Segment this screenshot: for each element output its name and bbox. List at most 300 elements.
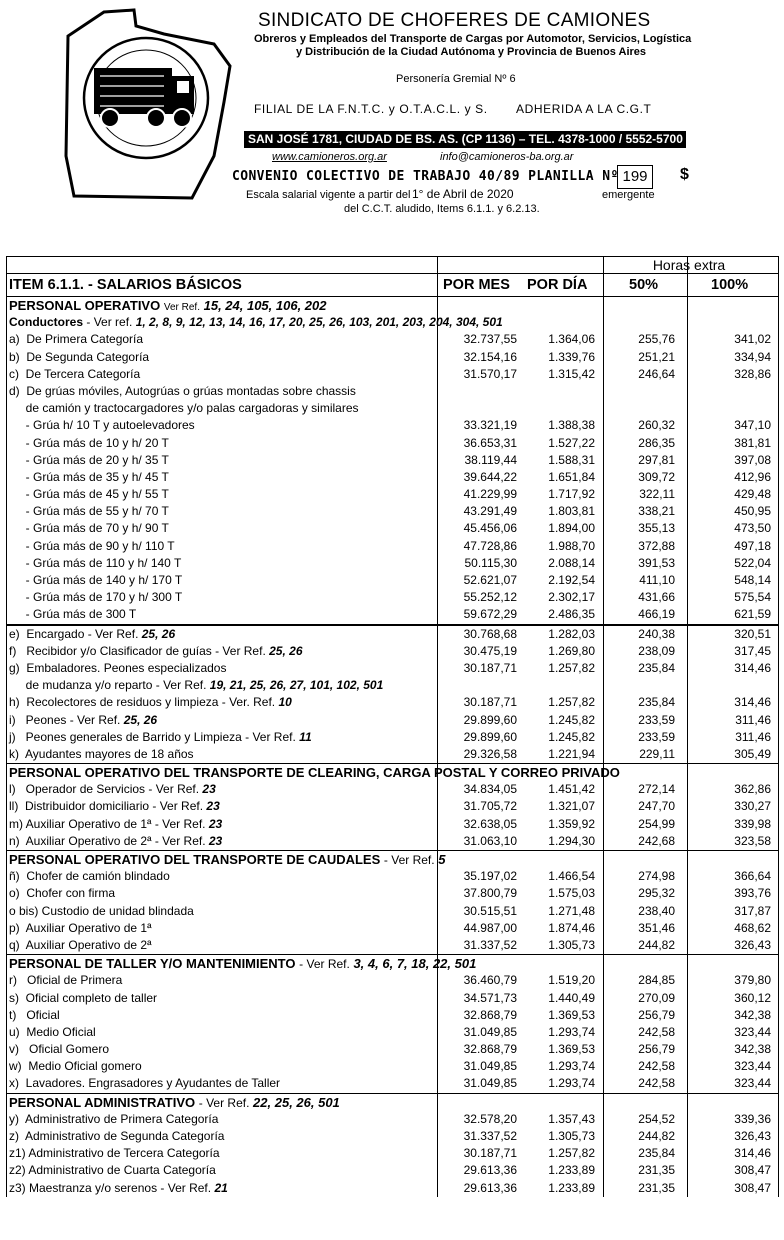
section-heading: [7, 1093, 778, 1111]
value-horas-50: 338,21: [638, 504, 675, 519]
table-row: [7, 349, 778, 366]
row-label-text: - Grúa más de 35 y h/ 45 T: [9, 469, 169, 484]
value-horas-100: 339,98: [734, 816, 771, 831]
value-horas-50: 244,82: [638, 1129, 675, 1143]
row-label-text: - Grúa más de 20 y h/ 35 T: [9, 452, 169, 467]
value-por-mes: 31.570,17: [463, 366, 517, 381]
row-label: [9, 314, 503, 331]
value-por-dia: 1.233,89: [548, 1163, 595, 1178]
row-label-text: - Grúa h/ 10 T y autoelevadores: [9, 418, 195, 433]
row-label-text: - Grúa más de 10 y h/ 20 T: [9, 435, 169, 450]
reference-numbers: 23: [208, 833, 223, 848]
value-horas-50: 295,32: [638, 886, 675, 901]
value-horas-50: 231,35: [638, 1163, 675, 1178]
table-row: [7, 1111, 778, 1128]
reference-numbers: 25, 26: [123, 712, 158, 727]
table-row: [7, 868, 778, 885]
reference-prefix: - Ver Ref.: [383, 853, 435, 867]
col-header-mes: POR MES: [443, 277, 510, 293]
row-label-text: - Grúa más de 300 T: [9, 607, 137, 622]
value-por-dia: 1.894,00: [548, 521, 595, 536]
table-body: [7, 297, 778, 1197]
table-row: [7, 383, 778, 400]
union-subtitle-1: Obreros y Empleados del Transporte de Cargas por Automotor, Servicios, Logística: [254, 33, 692, 45]
salary-table: [6, 256, 779, 1197]
row-label-text: x) Lavadores. Engrasadores y Ayudantes de Taller: [9, 1076, 281, 1091]
value-horas-50: 391,53: [638, 555, 675, 570]
row-label: [9, 729, 312, 746]
value-por-dia: 1.305,73: [548, 937, 595, 952]
value-por-dia: 1.282,03: [548, 626, 595, 641]
row-label: [9, 955, 476, 973]
value-horas-50: 351,46: [638, 920, 675, 935]
value-por-mes: 30.475,19: [463, 643, 517, 658]
table-row: [7, 1145, 778, 1162]
table-row: [7, 746, 778, 763]
table-row: [7, 555, 778, 572]
table-row: [7, 816, 778, 833]
value-horas-50: 255,76: [638, 332, 675, 347]
row-label: [9, 383, 356, 400]
row-label-text: a) De Primera Categoría: [9, 332, 144, 347]
value-por-mes: 36.653,31: [463, 435, 517, 450]
row-label-text: c) De Tercera Categoría: [9, 366, 141, 381]
row-label-text: w) Medio Oficial gomero: [9, 1059, 142, 1074]
value-horas-100: 381,81: [734, 435, 771, 450]
value-por-dia: 1.233,89: [548, 1180, 595, 1195]
table-row: [7, 903, 778, 920]
reference-prefix: - Ver Ref.: [198, 1095, 250, 1110]
table-row: [7, 503, 778, 520]
union-logo-icon: [64, 6, 234, 202]
value-por-mes: 50.115,30: [464, 555, 517, 570]
row-label: [9, 1128, 224, 1145]
table-row: [7, 798, 778, 815]
value-horas-100: 323,44: [734, 1024, 771, 1039]
row-label: [9, 417, 195, 434]
document-header: [0, 0, 784, 240]
section-heading: [7, 954, 778, 972]
row-label-text: PERSONAL OPERATIVO DEL TRANSPORTE DE CAUDALES: [9, 852, 381, 867]
value-por-dia: 1.221,94: [548, 746, 595, 761]
value-por-dia: 1.651,84: [548, 469, 595, 484]
reference-numbers: 25, 26: [269, 643, 303, 658]
row-label: [9, 972, 122, 989]
row-label-text: s) Oficial completo de taller: [9, 990, 158, 1005]
value-horas-50: 254,99: [638, 816, 675, 831]
row-label: [9, 331, 143, 348]
value-horas-50: 411,10: [639, 573, 675, 587]
reference-numbers: 22, 25, 26, 501: [253, 1094, 340, 1110]
row-label-text: z2) Administrativo de Cuarta Categoría: [9, 1163, 216, 1178]
value-horas-100: 326,43: [734, 1129, 771, 1143]
value-horas-100: 328,86: [734, 366, 771, 381]
table-row: [7, 885, 778, 902]
escala-prefix: Escala salarial vigente a partir del: [246, 189, 411, 201]
value-por-mes: 30.768,68: [463, 626, 517, 641]
row-label-text: - Grúa más de 140 y h/ 170 T: [9, 573, 183, 587]
table-row: [7, 1058, 778, 1075]
value-horas-100: 320,51: [734, 626, 771, 641]
value-horas-50: 238,09: [638, 643, 675, 658]
value-por-mes: 34.834,05: [463, 782, 517, 797]
personeria-gremial: Personería Gremial Nº 6: [396, 73, 516, 85]
value-por-mes: 31.337,52: [463, 1129, 517, 1143]
value-por-dia: 1.257,82: [548, 695, 595, 710]
row-label-text: r) Oficial de Primera: [9, 973, 123, 988]
row-label-text: z) Administrativo de Segunda Categoría: [9, 1129, 225, 1143]
row-label-text: de mudanza y/o reparto - Ver Ref.: [9, 678, 207, 693]
value-horas-50: 242,58: [638, 1076, 675, 1091]
row-label: [9, 903, 194, 920]
value-horas-50: 256,79: [638, 1042, 675, 1057]
value-horas-50: 322,11: [639, 487, 675, 502]
reference-numbers: 21: [214, 1180, 228, 1195]
value-por-mes: 31.063,10: [463, 833, 517, 848]
union-title: SINDICATO DE CHOFERES DE CAMIONES: [258, 10, 651, 31]
value-horas-100: 342,38: [734, 1007, 771, 1022]
row-label: [9, 694, 292, 711]
value-horas-50: 246,64: [638, 366, 675, 381]
value-por-dia: 1.294,30: [548, 833, 595, 848]
table-header-top: [7, 257, 778, 273]
row-label-text: PERSONAL DE TALLER Y/O MANTENIMIENTO: [9, 956, 296, 972]
value-por-dia: 1.321,07: [548, 799, 595, 814]
value-horas-100: 311,46: [735, 712, 771, 727]
value-horas-50: 233,59: [638, 712, 675, 727]
value-horas-100: 548,14: [734, 573, 771, 587]
value-por-mes: 29.326,58: [463, 746, 517, 761]
row-label-text: - Grúa más de 110 y h/ 140 T: [9, 555, 182, 570]
value-horas-100: 412,96: [734, 469, 771, 484]
table-row: [7, 624, 778, 643]
table-row: [7, 486, 778, 503]
row-label-text: o bis) Custodio de unidad blindada: [9, 903, 194, 918]
value-horas-100: 366,64: [734, 869, 771, 884]
row-label-text: - Grúa más de 90 y h/ 110 T: [9, 538, 175, 553]
value-por-mes: 29.899,60: [463, 712, 517, 727]
reference-numbers: 15, 24, 105, 106, 202: [203, 298, 327, 313]
value-horas-100: 341,02: [734, 332, 771, 347]
value-por-mes: 36.460,79: [463, 973, 517, 988]
row-label-text: PERSONAL OPERATIVO: [9, 298, 161, 313]
value-por-mes: 30.515,51: [463, 903, 517, 918]
row-label: [9, 589, 182, 606]
row-label: [9, 520, 169, 537]
table-row: [7, 606, 778, 623]
value-por-dia: 1.257,82: [548, 660, 595, 675]
horas-extra-header: Horas extra: [652, 257, 726, 273]
value-horas-100: 323,44: [734, 1059, 771, 1074]
row-label: [9, 1007, 60, 1024]
table-row: [7, 781, 778, 798]
row-label: [9, 626, 175, 643]
row-label: [9, 885, 115, 902]
value-horas-50: 355,13: [638, 521, 675, 536]
table-row: [7, 729, 778, 746]
value-horas-50: 238,40: [638, 903, 675, 918]
section-heading: [7, 850, 778, 868]
row-label-text: - Grúa más de 55 y h/ 70 T: [9, 504, 169, 519]
value-horas-100: 347,10: [734, 418, 771, 433]
row-label-text: - Grúa más de 70 y h/ 90 T: [9, 521, 169, 536]
escala-line-2: del C.C.T. aludido, Items 6.1.1. y 6.2.13.: [344, 203, 540, 215]
row-label: [9, 400, 359, 417]
table-row: [7, 937, 778, 954]
table-row: [7, 1180, 778, 1197]
value-por-mes: 34.571,73: [463, 990, 517, 1005]
value-horas-100: 342,38: [734, 1042, 771, 1057]
row-label-text: y) Administrativo de Primera Categoría: [9, 1111, 219, 1126]
value-por-dia: 1.364,06: [548, 332, 595, 347]
row-label-text: PERSONAL OPERATIVO DEL TRANSPORTE DE CLEARING, CARGA POSTAL Y CORREO PRIVADO: [9, 765, 620, 781]
row-label: [9, 833, 222, 850]
value-horas-100: 379,80: [734, 973, 771, 988]
value-por-mes: 52.621,07: [463, 573, 517, 587]
value-por-mes: 30.187,71: [463, 695, 517, 710]
reference-numbers: 5: [438, 852, 446, 867]
value-por-mes: 31.337,52: [463, 937, 517, 952]
reference-numbers: 19, 21, 25, 26, 27, 101, 102, 501: [209, 678, 384, 693]
value-horas-100: 308,47: [734, 1163, 771, 1178]
row-label-text: h) Recolectores de residuos y limpieza - Ver. Ref.: [9, 695, 276, 710]
value-por-mes: 30.187,71: [463, 1146, 517, 1161]
value-por-mes: 32.737,55: [463, 332, 517, 347]
row-label: [9, 851, 445, 869]
reference-numbers: 23: [202, 782, 216, 797]
value-horas-100: 450,95: [734, 504, 771, 519]
reference-numbers: 1, 2, 8, 9, 12, 13, 14, 16, 17, 20, 25, 26, 103, 201, 203, 204, 304, 501: [135, 315, 503, 330]
table-row: [7, 366, 778, 383]
value-por-mes: 30.187,71: [463, 660, 517, 675]
value-por-mes: 43.291,49: [463, 504, 517, 519]
value-horas-100: 311,46: [735, 729, 771, 744]
value-horas-100: 360,12: [734, 990, 771, 1005]
reference-numbers: 23: [206, 799, 220, 814]
value-por-dia: 1.269,80: [548, 643, 595, 658]
row-label-text: - Grúa más de 170 y h/ 300 T: [9, 590, 183, 605]
table-row: [7, 833, 778, 850]
value-horas-50: 270,09: [638, 990, 675, 1005]
value-por-mes: 35.197,02: [463, 869, 517, 884]
value-por-mes: 31.049,85: [463, 1076, 517, 1091]
value-horas-100: 330,27: [734, 799, 771, 814]
row-label: [9, 1075, 280, 1092]
value-horas-50: 256,79: [638, 1007, 675, 1022]
website-link[interactable]: www.camioneros.org.ar: [272, 151, 387, 163]
value-por-dia: 1.575,03: [548, 886, 595, 901]
row-label: [9, 366, 140, 383]
row-label-text: Conductores: [9, 315, 84, 330]
value-por-mes: 32.638,05: [463, 816, 517, 831]
row-label: [9, 764, 620, 781]
row-label-text: f) Recibidor y/o Clasificador de guías - Ver Ref.: [9, 643, 266, 658]
union-subtitle-2: y Distribución de la Ciudad Autónoma y Provincia de Buenos Aires: [296, 46, 647, 58]
table-row: [7, 712, 778, 729]
value-horas-100: 305,49: [734, 746, 771, 761]
row-label: [9, 677, 383, 694]
value-por-mes: 44.987,00: [463, 920, 517, 935]
table-row: [7, 452, 778, 469]
subsection-heading: [7, 314, 778, 331]
row-label-text: - Grúa más de 45 y h/ 55 T: [9, 487, 169, 502]
value-por-dia: 2.088,14: [548, 555, 595, 570]
email-link[interactable]: info@camioneros-ba.org.ar: [440, 151, 574, 163]
value-por-mes: 47.728,86: [463, 538, 517, 553]
value-horas-50: 274,98: [638, 869, 675, 884]
value-horas-100: 497,18: [734, 538, 771, 553]
value-por-dia: 1.359,92: [548, 816, 595, 831]
value-por-dia: 1.245,82: [548, 729, 595, 744]
row-label: [9, 798, 220, 815]
value-por-mes: 31.049,85: [463, 1024, 517, 1039]
value-por-mes: 59.672,29: [463, 607, 517, 622]
row-label: [9, 452, 169, 469]
reference-numbers: 23: [208, 816, 223, 831]
row-label-text: n) Auxiliar Operativo de 2ª - Ver Ref.: [9, 833, 206, 848]
row-label: [9, 1058, 142, 1075]
reference-numbers: 25, 26: [141, 626, 176, 641]
value-horas-50: 235,84: [638, 660, 675, 675]
row-label: [9, 746, 194, 763]
value-por-mes: 55.252,12: [463, 590, 517, 605]
value-horas-50: 235,84: [638, 695, 675, 710]
row-label: [9, 1180, 228, 1197]
value-por-mes: 38.119,44: [464, 452, 517, 467]
value-horas-100: 326,43: [734, 937, 771, 952]
table-row: [7, 694, 778, 711]
value-por-dia: 2.486,35: [548, 607, 595, 622]
value-horas-50: 235,84: [638, 1146, 675, 1161]
row-label-text: k) Ayudantes mayores de 18 años: [9, 746, 194, 761]
reference-prefix: Ver Ref.: [163, 302, 200, 313]
escala-suffix: emergente: [602, 189, 655, 201]
table-row: [7, 1162, 778, 1179]
value-por-mes: 33.321,19: [463, 418, 517, 433]
value-horas-50: 260,32: [638, 418, 675, 433]
value-horas-50: 231,35: [638, 1180, 675, 1195]
table-row: [7, 1128, 778, 1145]
convenio-title: CONVENIO COLECTIVO DE TRABAJO 40/89 PLANILLA Nº: [232, 169, 619, 184]
row-label: [9, 816, 222, 833]
reference-prefix: - Ver ref.: [86, 315, 133, 330]
value-horas-100: 468,62: [734, 920, 771, 935]
table-row: [7, 435, 778, 452]
escala-date: 1° de Abril de 2020: [412, 187, 514, 201]
address-bar: SAN JOSÉ 1781, CIUDAD DE BS. AS. (CP 1136) – TEL. 4378-1000 / 5552-5700: [244, 131, 686, 148]
value-por-mes: 32.578,20: [463, 1111, 517, 1126]
value-horas-100: 339,36: [734, 1111, 771, 1126]
value-por-dia: 1.988,70: [548, 538, 595, 553]
value-horas-100: 317,87: [734, 903, 771, 918]
value-por-dia: 1.369,53: [548, 1007, 595, 1022]
value-por-mes: 29.613,36: [463, 1163, 517, 1178]
row-label-text: z1) Administrativo de Tercera Categoría: [9, 1146, 220, 1161]
currency-symbol: $: [680, 166, 689, 183]
table-row: [7, 331, 778, 348]
value-por-dia: 2.302,17: [548, 590, 595, 605]
value-por-dia: 2.192,54: [548, 573, 595, 587]
value-por-mes: 45.456,06: [463, 521, 517, 536]
row-label: [9, 503, 169, 520]
filial-text: FILIAL DE LA F.N.T.C. y O.T.A.C.L. y S.: [254, 102, 488, 116]
value-por-mes: 29.613,36: [463, 1180, 517, 1195]
value-horas-100: 522,04: [734, 555, 771, 570]
col-header-50: 50%: [629, 277, 659, 293]
row-label: [9, 1094, 340, 1112]
row-label-text: PERSONAL ADMINISTRATIVO: [9, 1094, 196, 1110]
row-label: [9, 1024, 96, 1041]
col-header-dia: POR DÍA: [527, 277, 588, 293]
adherida-text: ADHERIDA A LA C.G.T: [516, 102, 652, 116]
row-label: [9, 712, 157, 729]
row-label: [9, 606, 136, 623]
value-horas-50: 244,82: [638, 937, 675, 952]
value-por-dia: 1.440,49: [548, 990, 595, 1005]
col-header-100: 100%: [711, 277, 749, 293]
row-label: [9, 868, 170, 885]
value-horas-100: 314,46: [734, 660, 771, 675]
value-por-mes: 32.868,79: [463, 1042, 517, 1057]
value-horas-50: 466,19: [638, 607, 675, 622]
value-horas-100: 575,54: [734, 590, 771, 605]
row-label: [9, 937, 152, 954]
row-label: [9, 572, 182, 589]
row-label-text: de camión y tractocargadores y/o palas cargadoras y similares: [9, 401, 359, 416]
value-horas-100: 334,94: [734, 349, 771, 364]
value-horas-50: 372,88: [638, 538, 675, 553]
row-label-text: b) De Segunda Categoría: [9, 349, 150, 364]
table-row: [7, 1024, 778, 1041]
value-horas-50: 431,66: [638, 590, 675, 605]
row-label: [9, 435, 169, 452]
value-horas-50: 297,81: [638, 452, 675, 467]
row-label-text: j) Peones generales de Barrido y Limpieza - Ver Ref.: [9, 729, 296, 744]
row-label: [9, 349, 149, 366]
table-row: [7, 920, 778, 937]
value-por-mes: 32.868,79: [463, 1007, 517, 1022]
table-row: [7, 643, 778, 660]
table-row: [7, 660, 778, 677]
value-por-dia: 1.339,76: [548, 349, 595, 364]
row-label: [9, 486, 169, 503]
value-por-dia: 1.293,74: [548, 1024, 595, 1039]
value-por-dia: 1.369,53: [548, 1042, 595, 1057]
row-label-text: ll) Distribuidor domiciliario - Ver Ref.: [9, 799, 204, 814]
value-horas-50: 309,72: [638, 469, 675, 484]
row-label: [9, 1041, 109, 1058]
value-por-dia: 1.717,92: [548, 487, 595, 502]
value-por-mes: 31.049,85: [463, 1059, 517, 1074]
value-por-mes: 32.154,16: [463, 349, 517, 364]
row-label: [9, 990, 157, 1007]
row-label: [9, 469, 169, 486]
value-por-dia: 1.271,48: [548, 903, 595, 918]
row-label: [9, 1162, 216, 1179]
value-horas-100: 314,46: [734, 1146, 771, 1161]
value-por-dia: 1.803,81: [548, 504, 595, 519]
row-label-text: t) Oficial: [9, 1007, 60, 1022]
table-row: [7, 1041, 778, 1058]
row-label-text: ñ) Chofer de camión blindado: [9, 869, 170, 884]
row-label: [9, 781, 216, 798]
table-row: [7, 990, 778, 1007]
section-heading: [7, 297, 778, 314]
table-header: [7, 273, 778, 297]
row-label-text: m) Auxiliar Operativo de 1ª - Ver Ref.: [9, 816, 206, 831]
value-por-dia: 1.588,31: [548, 452, 595, 467]
value-horas-100: 308,47: [734, 1180, 771, 1195]
